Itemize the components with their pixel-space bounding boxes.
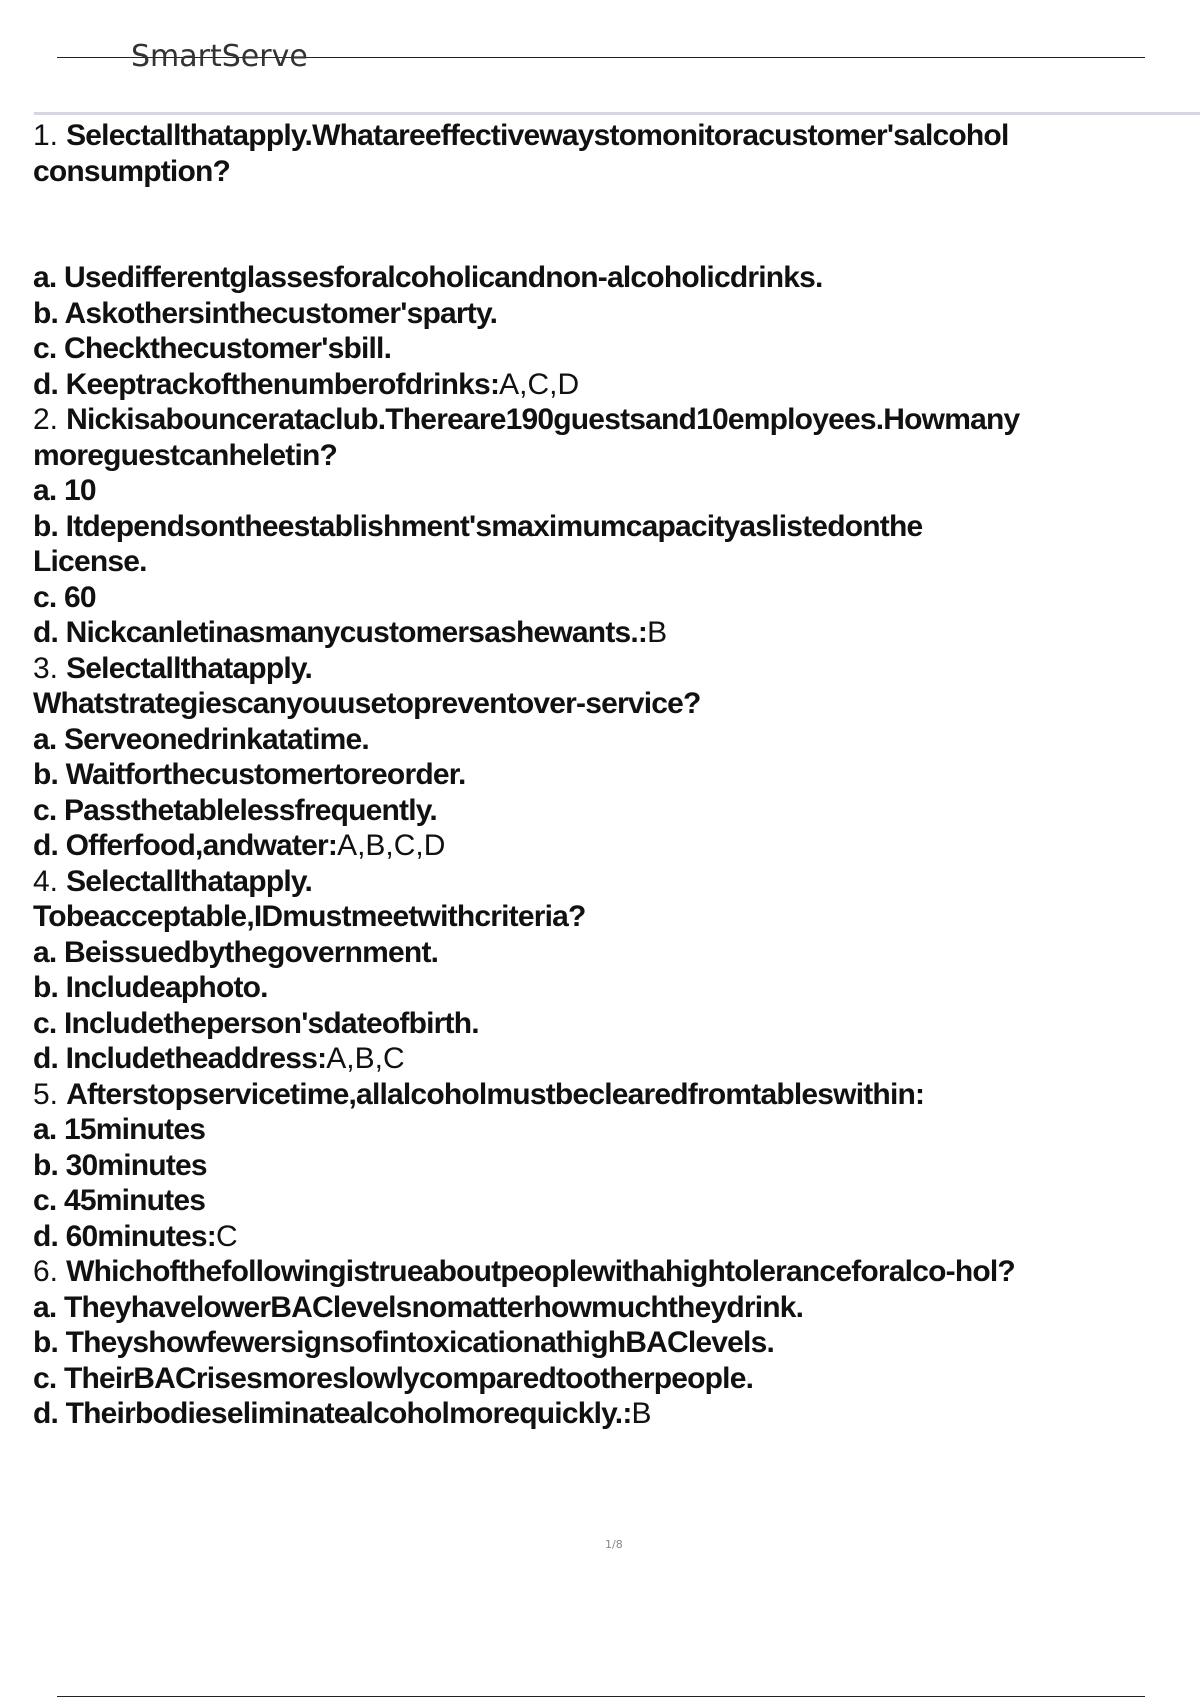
question-4-option-a: a. Beissuedbythegovernment. bbox=[33, 935, 439, 969]
header-separator bbox=[34, 112, 1200, 115]
question-1-option-a: a. Usedifferentglassesforalcoholicandnon-alcoholicdrinks. bbox=[33, 261, 823, 294]
question-6-answer: B bbox=[631, 1397, 652, 1430]
question-2-answer: B bbox=[647, 616, 668, 649]
question-5-option-a: a. 15minutes bbox=[33, 1113, 206, 1146]
footer-rule bbox=[57, 1696, 1145, 1697]
question-1-number: 1. bbox=[33, 119, 59, 152]
question-3-number: 3. bbox=[33, 651, 59, 685]
question-1-answer: A,C,D bbox=[499, 367, 580, 401]
question-3-stem-text: Selectallthatapply. bbox=[66, 651, 313, 685]
question-3-option-d bbox=[33, 828, 1173, 864]
question-1-stem-line-2: consumption? bbox=[33, 154, 231, 188]
question-2-option-b: b. Itdependsontheestablishment'smaximumcapacityaslistedonthe bbox=[33, 509, 923, 543]
question-6-stem-text: Whichofthefollowingistrueaboutpeoplewithahightoleranceforalco-hol? bbox=[66, 1255, 1015, 1288]
question-1-stem-line-1 bbox=[33, 118, 1173, 154]
question-3-option-c: c. Passthetablelessfrequently. bbox=[33, 793, 437, 827]
question-4-option-c: c. Includetheperson'sdateofbirth. bbox=[33, 1006, 479, 1040]
question-1-stem-text: Selectallthatapply.Whatareeffectivewaystomonitoracustomer'salcohol bbox=[66, 119, 1009, 152]
question-2-option-c: c. 60 bbox=[33, 580, 96, 614]
question-1-option-c: c. Checkthecustomer'sbill. bbox=[33, 332, 392, 365]
question-3-option-b: b. Waitforthecustomertoreorder. bbox=[33, 758, 466, 791]
question-6-option-a: a. TheyhavelowerBAClevelsnomatterhowmuchtheydrink. bbox=[33, 1290, 804, 1324]
question-6-option-d-text: d. Theirbodieseliminatealcoholmorequickly.: bbox=[33, 1397, 632, 1430]
question-6-stem-line-1 bbox=[33, 1254, 1173, 1290]
question-4-option-d bbox=[33, 1041, 1173, 1077]
question-5-option-c: c. 45minutes bbox=[33, 1184, 206, 1217]
page-number: 1/8 bbox=[605, 1538, 623, 1551]
question-4-stem-line-2: Tobeacceptable,IDmustmeetwithcriteria? bbox=[33, 900, 586, 933]
question-6-option-b: b. TheyshowfewersignsofintoxicationathighBAClevels. bbox=[33, 1326, 774, 1359]
question-1-gap bbox=[33, 189, 1173, 260]
question-4-option-b: b. Includeaphoto. bbox=[33, 971, 268, 1004]
question-1-option-d bbox=[33, 367, 1173, 403]
question-4-option-d-text: d. Includetheaddress: bbox=[33, 1042, 327, 1075]
question-5-option-d bbox=[33, 1219, 1173, 1255]
question-4-number: 4. bbox=[33, 864, 59, 898]
question-5-option-d-text: d. 60minutes: bbox=[33, 1219, 216, 1253]
question-3-option-a: a. Serveonedrinkatatime. bbox=[33, 722, 369, 756]
question-2-stem-line-2: moreguestcanheletin? bbox=[33, 438, 338, 472]
question-6-option-c: c. TheirBACrisesmoreslowlycomparedtootherpeople. bbox=[33, 1361, 754, 1395]
question-5-answer: C bbox=[215, 1219, 238, 1253]
question-2-option-b-continued: License. bbox=[33, 545, 147, 578]
question-4-stem-text: Selectallthatapply. bbox=[66, 864, 313, 898]
question-4-answer: A,B,C bbox=[326, 1042, 405, 1075]
question-6-number: 6. bbox=[33, 1255, 59, 1288]
question-3-option-d-text: d. Offerfood,andwater: bbox=[33, 829, 338, 862]
question-5-option-b: b. 30minutes bbox=[33, 1148, 207, 1182]
question-6-option-d bbox=[33, 1396, 1173, 1432]
question-2-stem-line-1 bbox=[33, 402, 1173, 438]
question-2-number: 2. bbox=[33, 403, 59, 436]
question-list bbox=[33, 118, 1173, 1432]
question-2-option-d bbox=[33, 615, 1173, 651]
question-5-number: 5. bbox=[33, 1077, 59, 1111]
question-5-stem-text: Afterstopservicetime,allalcoholmustbeclearedfromtableswithin: bbox=[66, 1077, 925, 1111]
question-5-stem-line-1 bbox=[33, 1077, 1173, 1113]
question-1-option-d-text: d. Keeptrackofthenumberofdrinks: bbox=[33, 367, 500, 401]
question-1-option-b: b. Askothersinthecustomer'sparty. bbox=[33, 296, 498, 330]
document-header-title: SmartServe bbox=[131, 39, 308, 74]
question-3-stem-line-1 bbox=[33, 651, 1173, 687]
question-2-option-d-text: d. Nickcanletinasmanycustomersashewants.: bbox=[33, 616, 648, 649]
question-3-stem-line-2: Whatstrategiescanyouusetopreventover-service? bbox=[33, 687, 701, 720]
question-2-stem-text: Nickisabouncerataclub.Thereare190guestsand10employees.Howmany bbox=[66, 403, 1020, 436]
question-2-option-a: a. 10 bbox=[33, 474, 96, 507]
question-3-answer: A,B,C,D bbox=[337, 829, 446, 862]
question-4-stem-line-1 bbox=[33, 864, 1173, 900]
